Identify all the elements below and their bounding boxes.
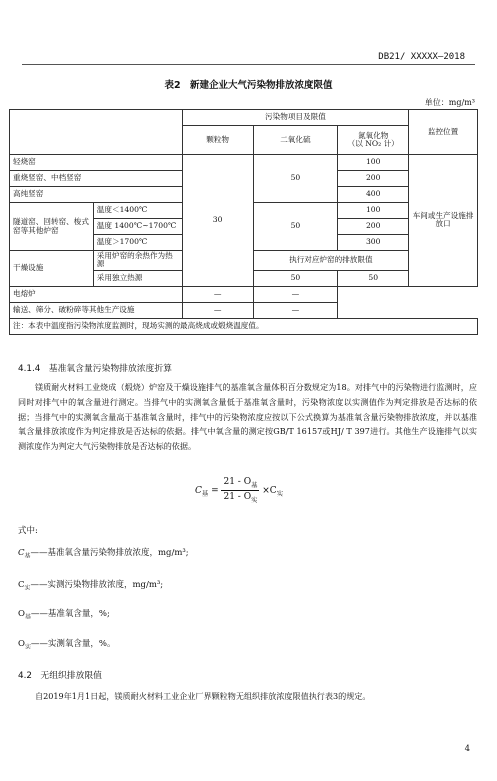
section-title: 基准氧含量污染物排放浓度折算 [48,364,172,374]
def-text: ——基准氧含量污染物排放浓度，mg/m³; [30,548,189,558]
definition-c-measured [18,578,163,592]
def-text: ——实测氧含量，%。 [30,639,116,649]
formula-times: × [262,485,270,496]
so2-limit-cell: 50 [253,155,338,203]
nox-limit-cell: 200 [338,219,409,235]
section-title: 无组织排放限值 [40,671,102,681]
formula-numerator [221,477,259,491]
row-label: 重烧竖窑、中档竖窑 [10,171,183,187]
table-row [10,286,478,302]
def-text: ——基准氧含量，%; [30,609,110,619]
row-label: 高纯竖窑 [10,187,183,203]
row-label: 干燥设施 [10,251,94,287]
header-blank-cell [10,110,183,155]
oxygen-conversion-formula [195,477,283,504]
header-nox-line1: 氮氧化物 [358,130,389,140]
def-symbol: C [18,580,25,590]
header-nox [338,126,409,155]
formula-fraction [221,477,259,504]
section-4-1-4-heading [18,361,172,374]
def-symbol-sub: 实 [24,643,31,651]
exec-kiln-limit-cell: 执行对应炉窑的排放限值 [253,251,409,271]
table-title: 表2 新建企业大气污染物排放浓度限值 [164,80,333,91]
def-symbol-sub: 实 [24,584,31,592]
formula-denominator [221,491,259,504]
row-label: 轻烧窑 [10,155,183,171]
def-symbol: O [18,609,25,619]
header-nox-line2: （以 NO₂ 计） [347,139,399,148]
nox-limit-cell: 100 [338,155,409,171]
formula-den-sub: 实 [251,496,258,504]
so2-dash-cell: — [182,286,253,302]
formula-den-text: 21 - O [223,491,252,502]
def-symbol: C [18,548,25,558]
document-code: DB21/ XXXXX—2018 [378,52,465,62]
table-header-row [10,110,478,126]
row-label: 隧道窑、回转窑、梭式窑等其他炉窑 [10,203,94,251]
section-4-2-heading [18,668,102,681]
def-symbol: O [18,639,25,649]
definitions-intro: 式中: [18,526,38,536]
table-row [10,155,478,171]
formula-lhs: C [195,485,202,496]
row-label: 输送、筛分、破粉碎等其他生产设施 [10,302,183,318]
header-pm: 颗粒物 [182,126,253,155]
nox-limit-cell: 200 [338,171,409,187]
definition-c-base [18,546,189,560]
pm-limit-cell: 30 [182,155,253,287]
nox-limit-cell: 100 [338,203,409,219]
emission-limits-table [9,109,478,335]
def-text: ——实测污染物排放浓度，mg/m³; [30,580,164,590]
so2-limit-cell: 50 [253,270,338,286]
table-row [10,302,478,318]
row-sublabel: 采用炉窑的余热作为热源 [93,251,182,271]
definition-o-measured [18,637,116,651]
so2-dash-cell: — [182,302,253,318]
section-number: 4.2 [18,671,32,681]
formula-num-sub: 基 [251,481,258,489]
so2-limit-cell: 50 [253,203,338,251]
formula-lhs-sub: 基 [201,490,209,498]
header-monitor-location: 监控位置 [409,110,478,155]
row-sublabel: 温度＜1400℃ [93,203,182,219]
row-sublabel: 采用独立热源 [93,270,182,286]
def-symbol-sub: 基 [24,613,31,621]
nox-limit-cell: 400 [338,187,409,203]
nox-dash-cell: — [253,302,338,318]
table-note-row [10,318,478,334]
section-4-1-4-paragraph: 镁质耐火材料工业烧成（煅烧）炉窑及干燥设施排气的基准氧含量体积百分数规定为18。对排气中的污染物进行监测时，应同时对排气中的氧含量进行测定。当排气中的实测氧含量低于基准氧含量时，污染物浓度以实测值作为判定排放是否达标的依据；当排气中的实测氧含量高于基准氧含量时，排气中的污染物浓度应按以下公式换算为基准氧含量污染物排放浓度，并以基准氧含量排放浓度作为判定排放是否达标的依据。排气中氧含量的测定按GB/T 16157或HJ/ T 397进行。其他生产设施排气以实测浓度作为判定大气污染物排放是否达标的依据。 [18,382,477,452]
table-note: 注：本表中温度指污染物浓度监测时，现场实测的最高烧成或煅烧温度值。 [10,318,478,334]
row-label: 电熔炉 [10,286,183,302]
row-sublabel: 温度 1400℃~1700℃ [93,219,182,235]
monitor-location-cell: 车间或生产设施排放口 [409,155,478,287]
def-symbol-sub: 基 [24,552,31,560]
page-number: 4 [464,744,470,754]
definition-o-base [18,607,110,621]
nox-dash-cell: — [253,286,338,302]
section-4-2-paragraph: 自2019年1月1日起，镁质耐火材料工业企业厂界颗粒物无组织排放浓度限值执行表3的规定。 [35,691,371,701]
header-pollutant-group: 污染物项目及限值 [182,110,408,126]
formula-rhs-sub: 实 [276,490,283,498]
row-sublabel: 温度＞1700℃ [93,235,182,251]
formula-rhs: C [269,485,277,496]
table-unit: 单位：mg/m³ [424,98,475,107]
header-so2: 二氧化硫 [253,126,338,155]
section-number: 4.1.4 [18,364,41,374]
nox-limit-cell: 50 [338,270,409,286]
formula-equals: = [211,485,219,496]
nox-limit-cell: 300 [338,235,409,251]
header-rule [22,64,475,65]
formula-num-text: 21 - O [223,477,252,487]
